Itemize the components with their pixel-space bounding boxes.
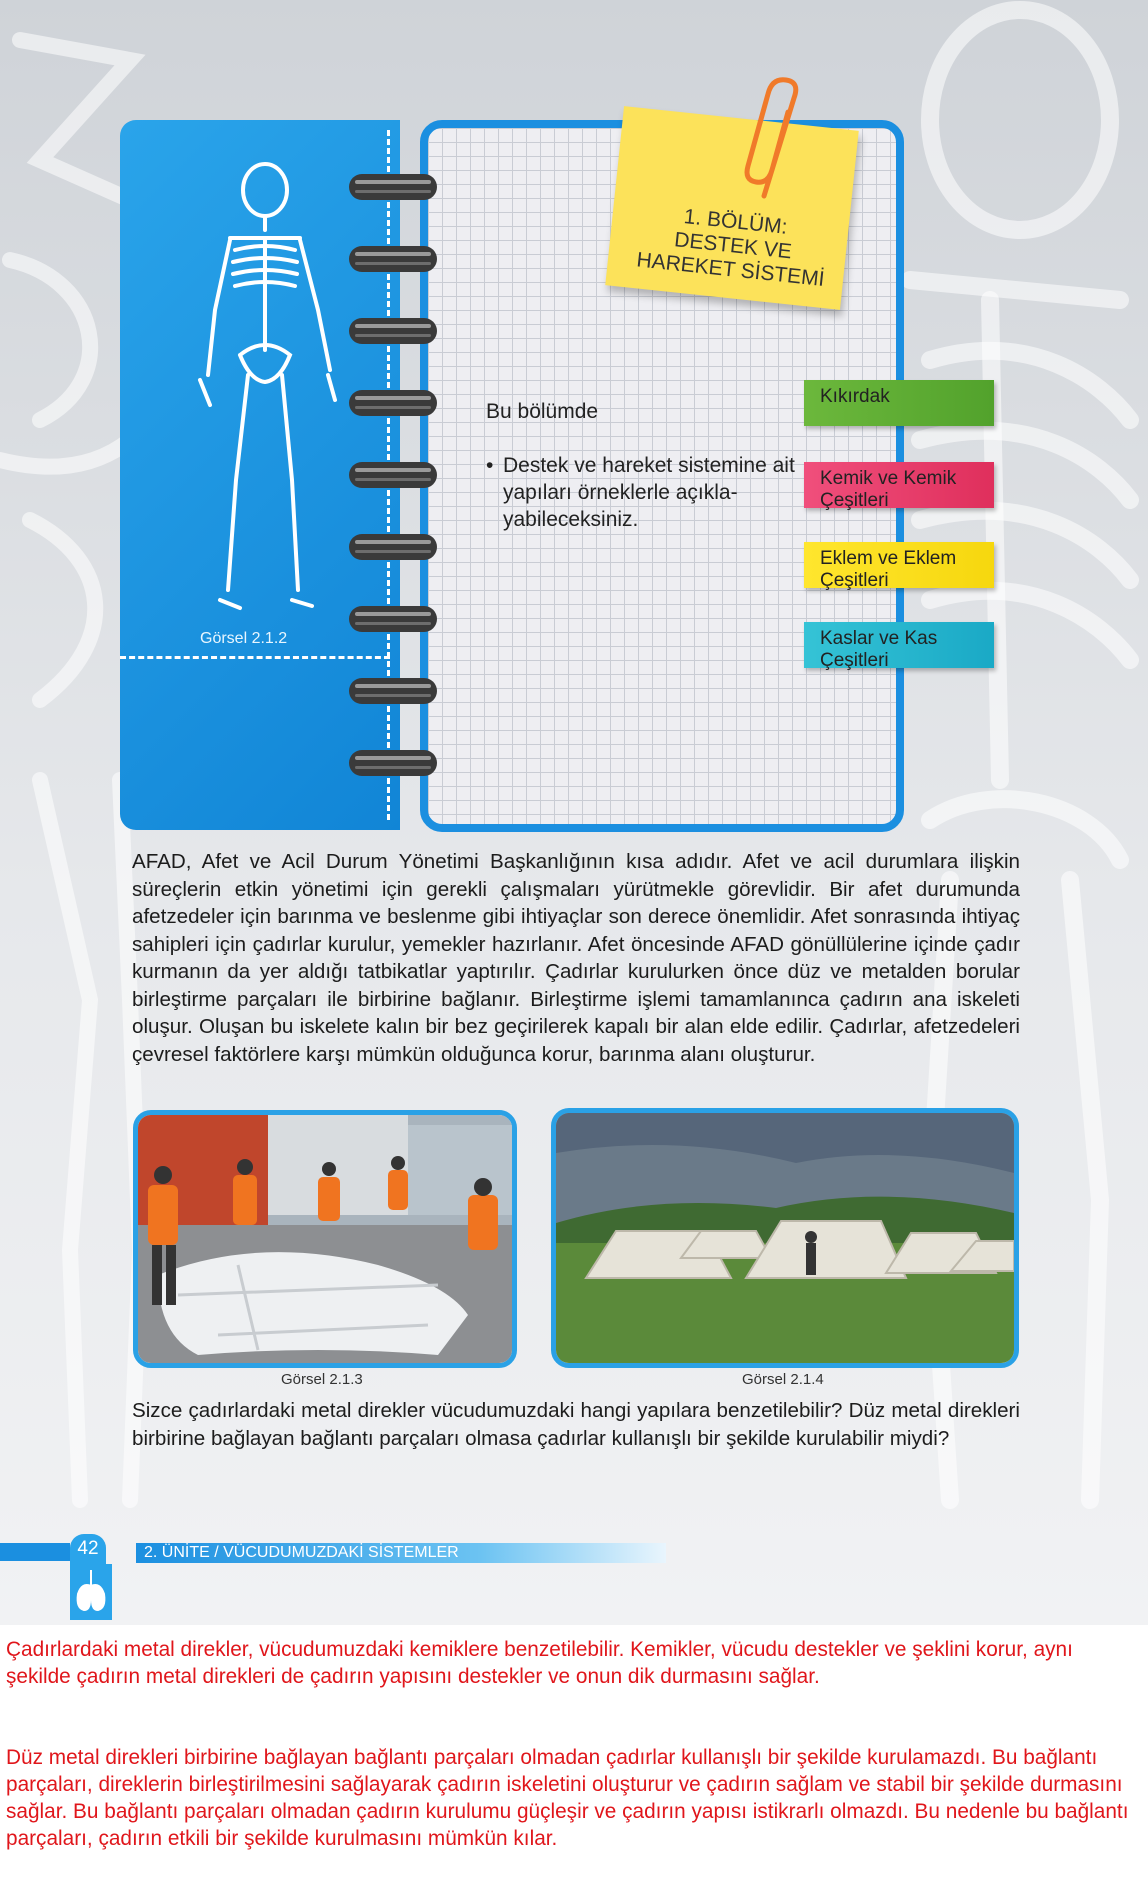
topic-tag-bones: Kemik ve Kemik Çeşitleri [804,462,994,508]
chapter-sticky-note [605,106,859,310]
skeleton-illustration [170,160,350,640]
spiral-ring [347,530,439,564]
tent-setup-photo [133,1110,517,1368]
spiral-ring [347,674,439,708]
chapter-title: 1. BÖLÜM: DESTEK VE HAREKET SİSTEMİ [635,205,826,291]
spiral-ring [347,746,439,780]
background-skeleton-right [870,0,1148,1620]
topic-tag-joints: Eklem ve Eklem Çeşitleri [804,542,994,588]
lungs-icon [70,1564,112,1620]
topic-tag-muscles: Kaslar ve Kas Çeşitleri [804,622,994,668]
tents-field-photo [551,1108,1019,1368]
spiral-ring [347,170,439,204]
footer-accent-bar [0,1543,70,1561]
skeleton-caption: Görsel 2.1.2 [200,630,288,647]
spiral-ring [347,242,439,276]
intro-label: Bu bölümde [486,400,599,423]
paperclip-icon [742,76,812,206]
answer-paragraph-1: Çadırlardaki metal direkler, vücudumuzdaki kemiklere benzetilebilir. Kemikler, vücudu destekler ve şeklini korur, aynı şekilde çadırın metal direkleri de çadırın yapısını destekler ve onun dik durmasını sağlar. [6,1638,1073,1688]
bullet-icon: • [486,454,494,477]
afad-paragraph: AFAD, Afet ve Acil Durum Yönetimi Başkanlığının kısa adıdır. Afet ve acil durumlara ilişkin süreçlerin etkin yönetimi için gerekli çalışmaları yürütmekle görevlidir. Bir afet durumunda afetzedeler için barınma ve beslenme gibi ihtiyaçlar son derece önemlidir. Afet sonrasında ihtiyaç sahipleri için çadırlar kurulur, yemekler hazırlanır. Afet öncesinde AFAD gönüllülerine içinde çadır kurmanın da yer aldığı tatbikatlar yaptırılır. Çadırlar kurulurken önce düz ve metalden borular birleştirme parçaları ile birbirine bağlanır. Birleştirme işlemi tamamlanınca çadırın ana iskeleti oluşur. Oluşan bu iskelete kalın bir bez geçirilerek kapalı bir alan elde edilir. Çadırlar, afetzedeleri çevresel faktörlere karşı mümkün olduğunca korur, barınma alanı oluşturur. [132,850,1020,1066]
photo2-caption: Görsel 2.1.4 [742,1371,824,1388]
discussion-question: Sizce çadırlardaki metal direkler vücudumuzdaki hangi yapılara benzetilebilir? Düz metal direkleri birbirine bağlayan bağlantı parçaları olmasa çadırlar kullanışlı bir şekilde kurulabilir miydi? [132,1399,1020,1450]
answer-paragraph-2: Düz metal direkleri birbirine bağlayan bağlantı parçaları olmadan çadırlar kullanışlı bir şekilde kurulamazdı. Bu bağlantı parçaları, direklerin birleştirilmesini sağlayarak çadırın iskeletini oluşturur ve çadırın sağlam ve stabil bir şekilde durmasını sağlar. Bu bağlantı parçaları olmadan çadırın kurulumu güçleşir ve çadırın yapısı istikrarlı olmazdı. Bu nedenle bu bağlantı parçaları, çadırın etkili bir şekilde kurulmasını mümkün kılar. [6,1746,1129,1850]
spiral-ring [347,314,439,348]
photo1-caption: Görsel 2.1.3 [281,1371,363,1388]
unit-title-bar: 2. ÜNİTE / VÜCUDUMUZDAKİ SİSTEMLER [136,1543,666,1563]
page-number: 42 [70,1534,106,1564]
spiral-ring [347,458,439,492]
spiral-ring [347,602,439,636]
spiral-ring [347,386,439,420]
topic-tag-cartilage: Kıkırdak [804,380,994,426]
learning-objective-text: Destek ve hareket sistemine ait yapıları örneklerle açıkla-yabileceksiniz. [503,454,795,531]
